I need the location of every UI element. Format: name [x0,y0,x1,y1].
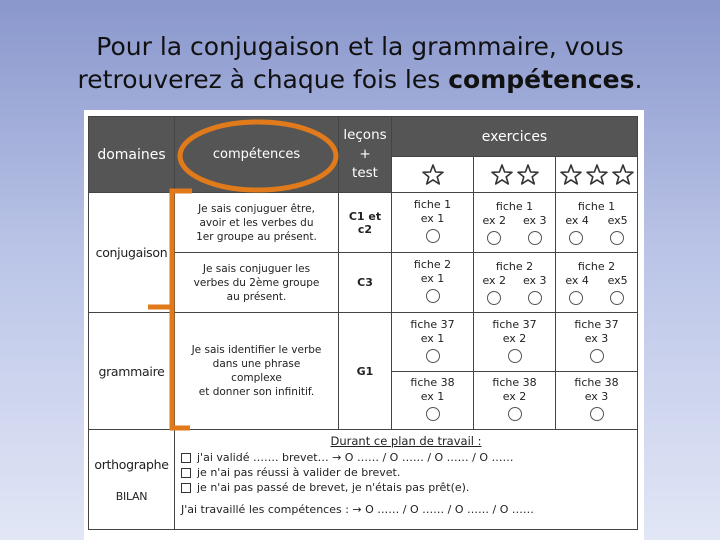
domain-conjugaison: conjugaison [89,193,175,313]
bilan-lead: Durant ce plan de travail : [330,434,482,448]
slide-title [0,30,720,96]
checkbox-circle[interactable] [426,229,440,243]
exercise-cell: fiche 38 ex 2 [474,372,556,430]
exercise-cell: fiche 37 ex 1 [392,313,474,372]
checkbox-circle[interactable] [426,289,440,303]
header-domaines: domaines [89,117,175,193]
header-exercices: exercices [392,117,638,157]
checkbox-validated[interactable] [181,453,191,463]
star-level-2 [474,157,556,193]
exercise-cell: fiche 1 ex 2 ex 3 [474,193,556,253]
bilan-line-validated: j'ai validé ……. brevet… → O …… / O …… / O …… / O …… [181,450,631,465]
lesson-g1: G1 [339,313,392,430]
star-level-1 [392,157,474,193]
bilan-area [175,430,638,530]
exercise-cell: fiche 1 ex 4 ex5 [556,193,638,253]
star-icon [611,163,635,187]
checkbox-circle[interactable] [569,231,583,245]
title-line-1: Pour la conjugaison et la grammaire, vous [96,32,624,61]
checkbox-circle[interactable] [508,349,522,363]
checkbox-circle[interactable] [590,407,604,421]
star-icon [421,163,445,187]
domain-grammaire: grammaire [89,313,175,430]
header-competences: compétences [175,117,339,193]
exercise-cell: fiche 37 ex 3 [556,313,638,372]
checkbox-circle[interactable] [528,291,542,305]
exercise-cell: fiche 2 ex 1 [392,253,474,313]
checkbox-circle[interactable] [610,291,624,305]
lesson-c3: C3 [339,253,392,313]
checkbox-circle[interactable] [590,349,604,363]
checkbox-circle[interactable] [610,231,624,245]
exercise-cell: fiche 2 ex 2 ex 3 [474,253,556,313]
exercise-cell: fiche 38 ex 1 [392,372,474,430]
bilan-line-failed: je n'ai pas réussi à valider de brevet. [181,465,631,480]
checkbox-circle[interactable] [426,407,440,421]
star-level-3 [556,157,638,193]
star-icon [490,163,514,187]
star-icon [585,163,609,187]
checkbox-circle[interactable] [487,291,501,305]
checkbox-circle[interactable] [528,231,542,245]
star-icon [559,163,583,187]
lesson-c1-c2: C1 et c2 [339,193,392,253]
checkbox-not-taken[interactable] [181,483,191,493]
exercise-cell: fiche 37 ex 2 [474,313,556,372]
competence-conj-2: Je sais conjuguer les verbes du 2ème groupe au présent. [175,253,339,313]
competence-conj-1: Je sais conjuguer être, avoir et les verbes du 1er groupe au présent. [175,193,339,253]
bilan-line-not-taken: je n'ai pas passé de brevet, je n'étais pas prêt(e). [181,480,631,495]
checkbox-circle[interactable] [569,291,583,305]
header-lecons: leçons + test [339,117,392,193]
bilan-line-worked: J'ai travaillé les compétences : → O …… / O …… / O …… / O …… [181,503,534,516]
star-icon [516,163,540,187]
exercise-cell: fiche 1 ex 1 [392,193,474,253]
checkbox-circle[interactable] [508,407,522,421]
skills-table [88,116,638,530]
exercise-cell: fiche 2 ex 4 ex5 [556,253,638,313]
title-line-2: retrouverez à chaque fois les compétences. [77,65,643,94]
checkbox-circle[interactable] [426,349,440,363]
title-emphasis: compétences [448,65,635,94]
checkbox-failed[interactable] [181,468,191,478]
domain-bilan: BILAN [115,489,148,503]
domain-orthographe: orthographe [94,456,169,472]
checkbox-circle[interactable] [487,231,501,245]
worksheet [84,110,644,540]
exercise-cell: fiche 38 ex 3 [556,372,638,430]
domain-orthographe-bilan [89,430,175,530]
competence-gram-1: Je sais identifier le verbe dans une phrase complexe et donner son infinitif. [175,313,339,430]
